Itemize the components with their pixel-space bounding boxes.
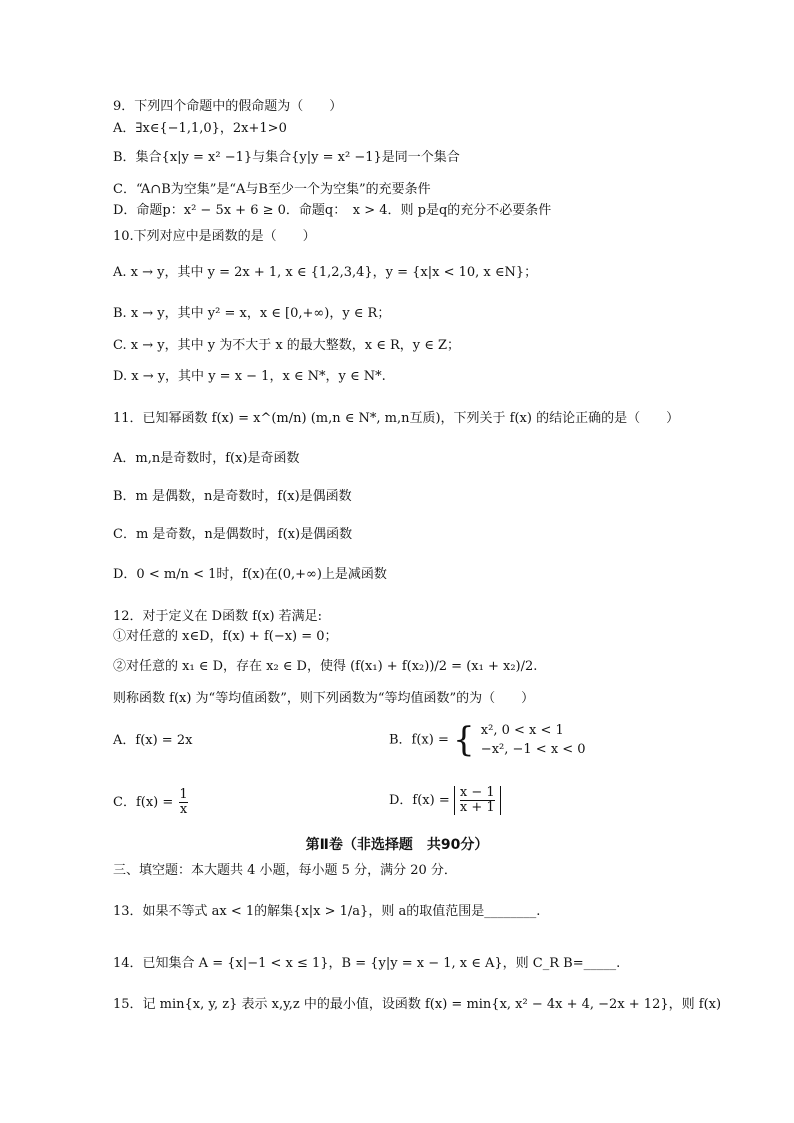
q9-option-d: D．命题p：x² − 5x + 6 ≥ 0．命题q： x > 4．则 p是q的充分不必要条件 [113, 203, 552, 218]
q10-option-b: B. x → y，其中 y² = x，x ∈ [0,+∞)，y ∈ R； [113, 306, 391, 321]
q12-option-d-label: D．f(x) = [389, 793, 450, 808]
piecewise-definition [453, 720, 586, 760]
q9-option-b: B．集合{x|y = x² −1}与集合{y|y = x² −1}是同一个集合 [113, 150, 460, 165]
q12-then: 则称函数 f(x) 为“等均值函数”，则下列函数为“等均值函数”的为（ ） [113, 691, 535, 706]
q12-option-c [113, 788, 190, 817]
q11-option-d: D．0 < m/n < 1时，f(x)在(0,+∞)上是减函数 [113, 567, 387, 582]
q10-option-a: A. x → y，其中 y = 2x + 1, x ∈ {1,2,3,4}，y = {x|x < 10, x ∈N}； [113, 265, 538, 280]
q10-option-c: C. x → y，其中 y 为不大于 x 的最大整数，x ∈ R，y ∈ Z； [113, 338, 461, 353]
q11-stem: 11．已知幂函数 f(x) = x^(m/n) (m,n ∈ N*, m,n互质)，下列关于 f(x) 的结论正确的是（ ） [113, 411, 680, 426]
q13: 13．如果不等式 ax < 1的解集{x|x > 1/a}，则 a的取值范围是________. [113, 904, 541, 919]
fraction [460, 786, 495, 815]
q9-stem: 9．下列四个命题中的假命题为（ ） [113, 99, 343, 114]
q12-option-d [389, 786, 501, 815]
q12-option-b [389, 720, 586, 760]
q11-option-c: C．m 是奇数，n是偶数时，f(x)是偶函数 [113, 527, 353, 542]
q12-stem: 12．对于定义在 D函数 f(x) 若满足: [113, 609, 323, 624]
section-instructions: 三、填空题：本大题共 4 小题，每小题 5 分，满分 20 分． [113, 863, 457, 878]
piecewise-row-2: −x², −1 < x < 0 [480, 742, 586, 757]
q9-option-c: C．“A∩B为空集”是“A与B至少一个为空集”的充要条件 [113, 182, 431, 197]
q10-stem: 10.下列对应中是函数的是（ ） [113, 229, 316, 244]
q12-option-b-label: B．f(x) = [389, 732, 449, 748]
left-brace: { [453, 720, 475, 760]
q9-option-a: A．∃x∈{−1,1,0}，2x+1>0 [113, 121, 287, 136]
q14: 14．已知集合 A = {x|−1 < x ≤ 1}，B = {y|y = x − 1, x ∈ A}，则 C_R B=_____. [113, 956, 621, 971]
q10-option-d: D. x → y，其中 y = x − 1，x ∈ N*，y ∈ N*. [113, 369, 386, 384]
q11-option-b: B．m 是偶数，n是奇数时，f(x)是偶函数 [113, 489, 352, 504]
q12-option-a: A．f(x) = 2x [113, 733, 193, 748]
absolute-value [454, 786, 501, 815]
part2-heading: 第Ⅱ卷（非选择题 共90分） [305, 837, 489, 853]
piecewise-row-1: x², 0 < x < 1 [480, 723, 564, 738]
q12-option-c-label: C．f(x) = [113, 795, 174, 810]
q12-condition-2: ②对任意的 x₁ ∈ D，存在 x₂ ∈ D，使得 (f(x₁) + f(x₂))/2 = (x₁ + x₂)/2. [113, 659, 538, 674]
fraction-numerator: x − 1 [459, 785, 495, 800]
q12-condition-1: ①对任意的 x∈D，f(x) + f(−x) = 0； [113, 629, 338, 644]
fraction-denominator: x + 1 [459, 800, 495, 815]
q15: 15．记 min{x, y, z} 表示 x,y,z 中的最小值，设函数 f(x) = min{x, x² − 4x + 4, −2x + 12}，则 f(x) [113, 997, 722, 1012]
fraction-numerator: 1 [179, 787, 188, 802]
q11-option-a: A．m,n是奇数时，f(x)是奇函数 [113, 451, 300, 466]
fraction-denominator: x [179, 802, 188, 817]
fraction [179, 788, 187, 817]
